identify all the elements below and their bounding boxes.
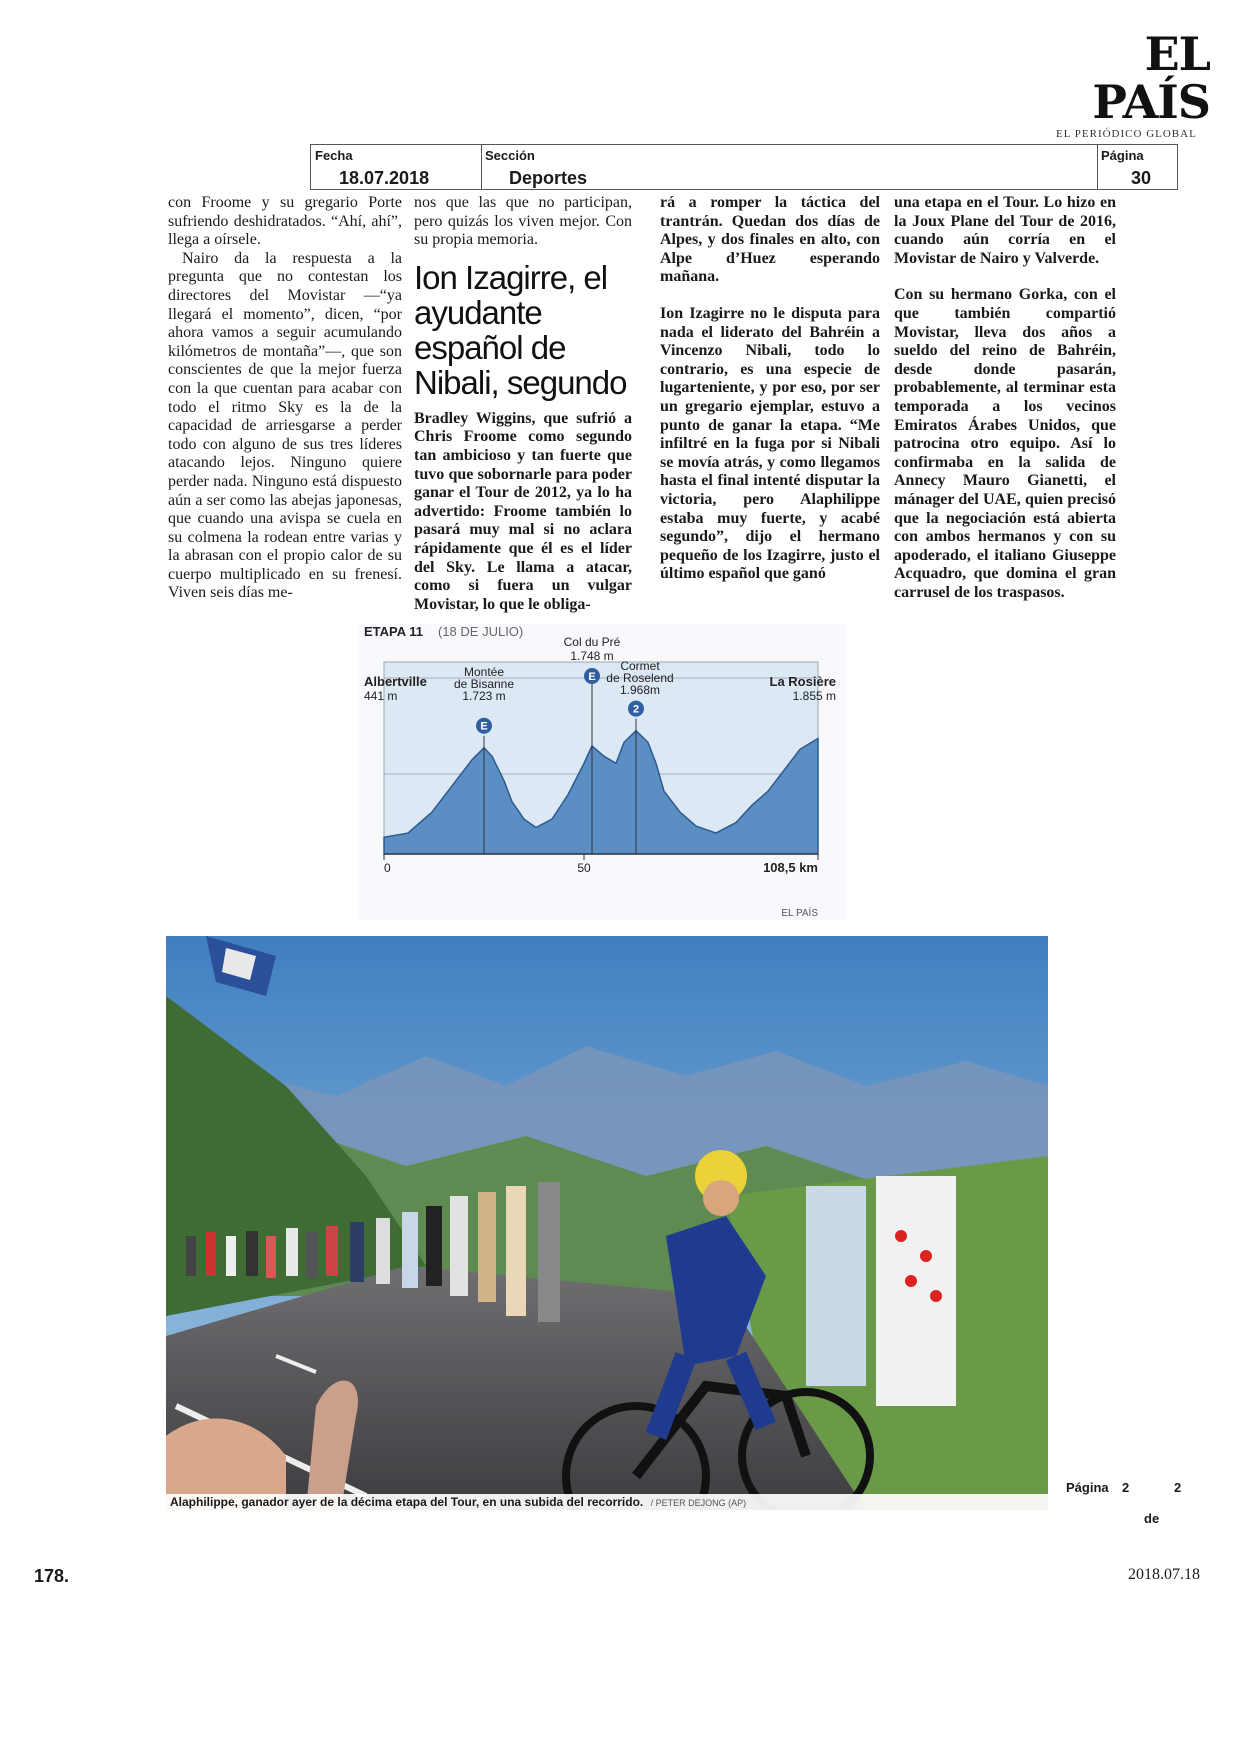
photo-credit: / PETER DEJONG (AP) <box>650 1498 747 1508</box>
photo-caption <box>166 1494 1048 1510</box>
paragraph: rá a romper la táctica del trantrán. Quedan dos días de Alpes, y dos finales en alto, con Alpe d’Huez esperando mañana. <box>660 194 880 286</box>
fecha-value: 18.07.2018 <box>339 168 430 188</box>
profile-point-name: Montée <box>463 665 505 679</box>
page-de: de <box>1144 1511 1160 1526</box>
page-total: 2 <box>1174 1480 1182 1495</box>
profile-point-elevation: 1.968m <box>619 683 661 697</box>
climb-category-label: E <box>480 720 488 733</box>
paragraph: Ion Izagirre no le disputa para nada el liderato del Bahréin a Vincenzo Nibali, todo lo contrario, es una especie de lugarteniente, y por eso, por ser un gregario ejemplar, estuvo a punto de ganar la etapa. “Me infiltré en la fuga por si Nibali se movía atrás, y como llegamos hasta el final intenté disputar la victoria, pero Alaphilippe estaba muy fuerte, y acabé segundo”, dijo el hermano pequeño de los Izagirre, justo el último español que ganó <box>660 304 880 583</box>
profile-point-name: La Rosière <box>769 674 836 689</box>
paragraph: una etapa en el Tour. Lo hizo en la Joux Plane del Tour de 2016, cuando aún corría en el Movistar de Nairo y Valverde. <box>894 194 1116 267</box>
profile-point-elevation: 1.855 m <box>792 689 836 703</box>
logo-text: EL PAÍS <box>1092 27 1210 129</box>
pagina-value: 30 <box>1131 168 1152 188</box>
page-current: 2 <box>1122 1480 1130 1495</box>
clipping-number: 178. <box>34 1566 70 1586</box>
photo-illustration <box>166 936 1048 1510</box>
clipping-info-bar <box>310 144 1178 190</box>
x-tick-label: 108,5 km <box>763 860 818 875</box>
profile-plot <box>364 635 836 875</box>
paragraph: con Froome y su gregario Porte sufriendo deshidratados. “Ahí, ahí”, llega a oírsele. <box>168 194 402 249</box>
seccion-value: Deportes <box>509 168 588 188</box>
profile-point-elevation: 1.723 m <box>462 689 506 703</box>
pagina-label: Página <box>1101 148 1144 163</box>
profile-point-name: Cormet <box>620 659 660 673</box>
profile-point-name: Col du Pré <box>563 635 621 649</box>
chart-source: EL PAÍS <box>781 908 818 919</box>
profile-point-name: de Bisanne <box>453 677 515 691</box>
article-column-2 <box>414 194 632 614</box>
article-column-3 <box>660 194 880 584</box>
caption-text: Alaphilippe, ganador ayer de la décima etapa del Tour, en una subida del recorrido. <box>170 1495 644 1509</box>
page-label: Página <box>1066 1480 1109 1495</box>
x-tick-label: 50 <box>577 861 591 875</box>
profile-point-elevation: 441 m <box>364 689 398 703</box>
stage-profile-chart <box>358 624 846 920</box>
fecha-label: Fecha <box>315 148 353 163</box>
paragraph: Con su hermano Gorka, con el que también compartió Movistar, lleva dos años a sueldo del reino de Bahréin, desde donde pasarán, probablemente, al terminar esta temporada a los vecinos Emiratos Árabes Unidos, que patrocina otro equipo. Así lo confirmaba en la salida de Annecy Mauro Gianetti, el mánager del UAE, quien precisó que la negociación está abierta con ambos hermanos y con su apoderado, el italiano Giuseppe Acquadro, que domina el gran carrusel de los traspasos. <box>894 286 1116 601</box>
profile-point-name: de Roselend <box>606 671 674 685</box>
profile-svg <box>358 624 846 920</box>
paragraph: nos que las que no participan, pero quizás los viven mejor. Con su propia memoria. <box>414 194 632 249</box>
chart-title: ETAPA 11 <box>364 624 424 639</box>
article-column-4 <box>894 194 1116 602</box>
pagina-cell <box>1097 145 1177 189</box>
clipping-date: 2018.07.18 <box>1128 1566 1200 1583</box>
seccion-label: Sección <box>485 148 535 163</box>
chart-subtitle: (18 DE JULIO) <box>438 624 524 639</box>
profile-point-elevation: 1.748 m <box>570 649 614 663</box>
race-photo <box>166 936 1048 1510</box>
paragraph: Bradley Wiggins, que sufrió a Chris Froome como segundo tan ambicioso y tan fuerte que tuvo que sobornarle para poder ganar el Tour de 2012, ya lo ha advertido: Froome también lo pasará muy mal si no aclara rápidamente que él es el líder del Sky. Le llama a atacar, como si fuera un vulgar Movistar, lo que le obliga- <box>414 409 632 613</box>
profile-point-name: Albertville <box>364 674 427 689</box>
logo-tagline: EL PERIÓDICO GLOBAL <box>1056 128 1197 140</box>
masthead-logo <box>1020 27 1210 140</box>
fecha-cell <box>311 145 482 189</box>
climb-category-label: E <box>588 671 596 683</box>
subheadline: Ion Izagirre, el ayudante español de Nibali, segundo <box>414 258 627 401</box>
x-tick-label: 0 <box>384 861 391 875</box>
article-column-1 <box>168 194 402 603</box>
climb-category-label: 2 <box>632 703 640 716</box>
seccion-cell <box>481 145 1098 189</box>
paragraph: Nairo da la respuesta a la pregunta que no contestan los directores del Movistar —“ya llegará el momento”, dicen, “por ahora vamos a seguir acumulando kilómetros de montaña”—, que son conscientes de que la mejor fuerza con la que cuentan para acabar con todo el ritmo Sky es la de la capacidad de arriesgarse a perder todo con alguno de sus tres líderes atacando lejos. Ninguno quiere perder nada. Ninguno está dispuesto aún a ser como las abejas japonesas, que cuando una avispa se cuela en su colmena la rodean entre varias y la abrasan con el propio calor de su cuerpo multiplicado en su frenesí. Viven seis días me- <box>168 249 402 602</box>
